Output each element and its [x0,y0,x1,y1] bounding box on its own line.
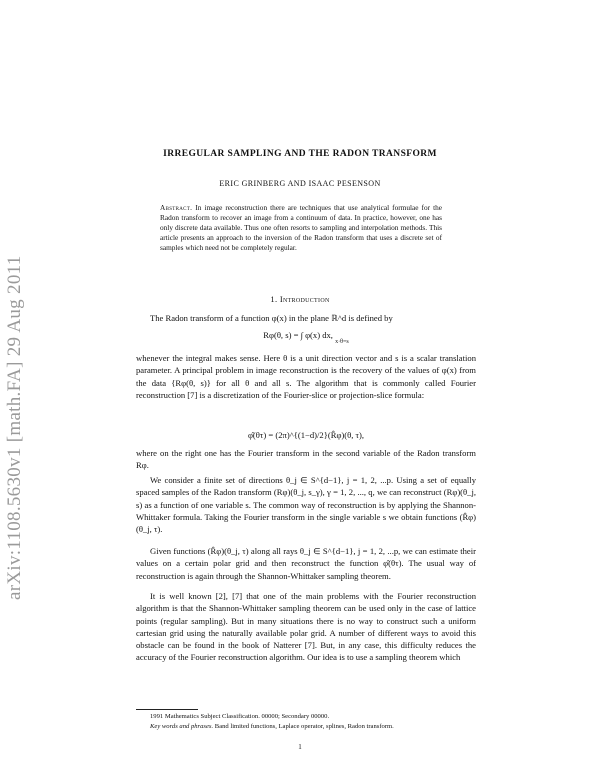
paragraph-1: The Radon transform of a function φ(x) in the plane ℝ^d is defined by [150,313,393,323]
paragraph-6: It is well known [2], [7] that one of the main problems with the Fourier reconstruction algorithm is that the Shannon-Whittaker sampling theorem can be used only in the case of lattice points (regular sampling). But in many situations there is no way to construct such a uniform cartesian grid using the naturally available polar grid. A number of different ways to avoid this obstacle can be found in the book of Natterer [7]. But, in any case, this difficulty reduces the accuracy of the Fourier reconstruction algorithm. Our idea is to use a sampling theorem which [136,591,476,663]
paragraph-2: whenever the integral makes sense. Here θ is a unit direction vector and s is a scalar translation parameter. A principal problem in image reconstruction is the recovery of the values of φ(x) from the data {Rφ(θ, s)} for all θ and all s. The algorithm that is commonly called Fourier reconstruction [7] is a discretization of the Fourier-slice or projection-slice formula: [136,353,476,400]
paper-authors: ERIC GRINBERG AND ISAAC PESENSON [219,179,381,188]
keywords-text: Band limited functions, Laplace operator, splines, Radon transform. [214,723,394,730]
abstract-text: In image reconstruction there are techniques that use analytical formulae for the Radon transform to recover an image from a continuum of data. In practice, however, one has only discrete data available. Thus one often resorts to sampling and interpolation methods. This article presents an approach to the inversion of the Radon transform that uses a discrete set of samples which need not be completely regular. [160,203,442,253]
arxiv-sidebar-stamp: arXiv:1108.5630v1 [math.FA] 29 Aug 2011 [4,255,25,600]
paragraph-5: Given functions (R̂φ)(θ_j, τ) along all rays θ_j ∈ S^{d−1}, j = 1, 2, ...p, we can estimate their values on a certain polar grid and then reconstruct the function φ̂(θτ). The usual way of reconstruction is again through the Shannon-Whittaker sampling theorem. [136,546,476,581]
section-number: 1. [270,294,278,304]
abstract [160,203,442,253]
keywords-label: Key words and phrases. [150,723,214,730]
footnote-rule [136,709,198,710]
equation-radon-subscript: x·θ=s [335,339,349,345]
section-heading [100,294,500,304]
equation-projection-slice: φ̂(θτ) = (2π)^{(1−d)/2}(R̂φ)(θ, τ), [247,430,365,440]
footnote-msc: 1991 Mathematics Subject Classification. 00000; Secondary 00000. [150,713,330,720]
paragraph-4: We consider a finite set of directions θ_j ∈ S^{d−1}, j = 1, 2, ...p. Using a set of equally spaced samples of the Radon transform (Rφ)(θ_j, s_γ), γ = 1, 2, ..., q, we can reconstruct (Rφ)(θ_j, s) as a function of one variable s. The common way of reconstruction is by applying the Shannon-Whittaker formula. Taking the Fourier transform in the single variable s we obtain functions (R̂φ)(θ_j, τ). [136,475,476,535]
section-title: Introduction [279,294,330,304]
abstract-label: Abstract. [160,203,193,212]
paper-title: IRREGULAR SAMPLING AND THE RADON TRANSFORM [163,149,437,159]
equation-radon-text: Rφ(θ, s) = ∫ φ(x) dx, [263,330,333,340]
page-number: 1 [298,743,302,751]
paragraph-3: where on the right one has the Fourier transform in the second variable of the Radon transform Rφ. [136,448,476,471]
footnote-keywords [150,722,480,731]
equation-radon [136,330,476,345]
